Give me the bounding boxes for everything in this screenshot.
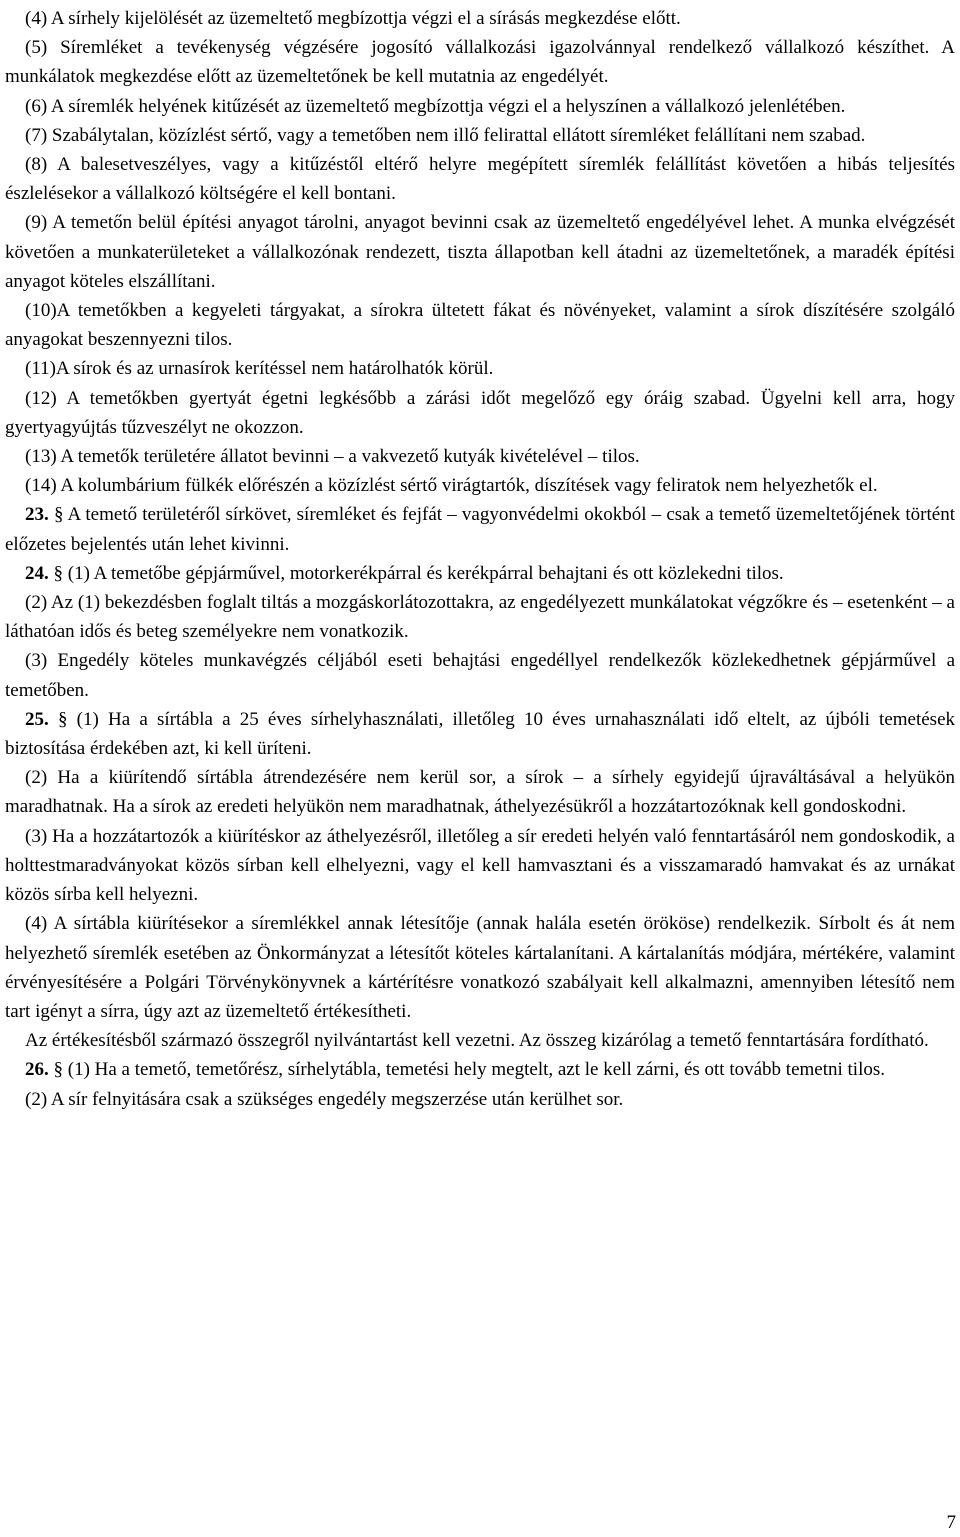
paragraph-text: (14) A kolumbárium fülkék előrészén a közízlést sértő virágtartók, díszítések vagy feliratok nem helyezhetők el. — [25, 475, 878, 497]
paragraph-text: (3) Engedély köteles munkavégzés céljából eseti behajtási engedéllyel rendelkezők közlekedhetnek gépjárművel a temetőben. — [5, 650, 955, 701]
paragraph-text: (3) Ha a hozzátartozók a kiürítéskor az áthelyezésről, illetőleg a sír eredeti helyén való fenntartásáról nem gondoskodik, a holttestmaradványokat közös sírban kell elhelyezni, vagy el kell hamvasztani és a visszamaradó hamvakat és az urnákat közös sírba kell helyezni. — [5, 825, 955, 906]
paragraph-text: (8) A balesetveszélyes, vagy a kitűzéstől eltérő helyre megépített síremlék felállítást követően a hibás teljesítés észlelésekor a vállalkozó költségére el kell bontani. — [5, 154, 955, 205]
paragraph-text: Az értékesítésből származó összegről nyilvántartást kell vezetni. Az összeg kizárólag a temető fenntartására fordítható. — [25, 1030, 929, 1052]
paragraph — [5, 646, 955, 704]
paragraph-text: (13) A temetők területére állatot bevinni – a vakvezető kutyák kivételével – tilos. — [25, 446, 640, 468]
paragraph — [5, 92, 955, 121]
paragraph — [5, 442, 955, 471]
paragraph-text: (2) Ha a kiürítendő sírtábla átrendezésére nem kerül sor, a sírok – a sírhely egyidejű újraváltásával a helyükön maradhatnak. Ha a sírok az eredeti helyükön nem maradhatnak, áthelyezésükről a hozzátartozóknak kell gondoskodni. — [5, 767, 955, 818]
paragraph-text: § A temető területéről sírkövet, síremléket és fejfát – vagyonvédelmi okokból – csak a temető üzemeltetőjének történt előzetes bejelentés után lehet kivinni. — [5, 504, 956, 555]
paragraph — [5, 559, 955, 588]
paragraph — [5, 296, 955, 354]
section-number: 24. — [25, 562, 54, 584]
paragraph — [5, 1085, 955, 1114]
paragraph-text: § (1) A temetőbe gépjárművel, motorkerékpárral és kerékpárral behajtani és ott közlekedni tilos. — [53, 562, 784, 584]
section-number: 23. — [25, 504, 54, 526]
paragraph — [5, 500, 955, 558]
paragraph-text: (2) A sír felnyitására csak a szükséges engedély megszerzése után kerülhet sor. — [25, 1088, 624, 1110]
paragraph — [5, 150, 955, 208]
paragraph — [5, 1026, 955, 1055]
paragraph-text: (9) A temetőn belül építési anyagot tárolni, anyagot bevinni csak az üzemeltető engedélyével lehet. A munka elvégzését követően a munkaterületeket a vállalkozónak rendezett, tiszta állapotban kell átadni az üzemeltetőnek, a maradék építési anyagot köteles elszállítani. — [5, 212, 955, 292]
paragraph — [5, 471, 955, 500]
paragraph — [5, 208, 955, 296]
paragraph-text: (5) Síremléket a tevékenység végzésére jogosító vállalkozási igazolvánnyal rendelkező vállalkozó készíthet. A munkálatok megkezdése előtt az üzemeltetőnek be kell mutatnia az engedélyét. — [5, 37, 955, 88]
paragraph-text: (7) Szabálytalan, közízlést sértő, vagy a temetőben nem illő felirattal ellátott síremléket felállítani nem szabad. — [25, 124, 866, 146]
paragraph — [5, 763, 955, 821]
section-number: 25. — [25, 708, 58, 730]
paragraph — [5, 33, 955, 91]
paragraph-text: (4) A sírtábla kiürítésekor a síremlékkel annak létesítője (annak halála esetén örököse) rendelkezik. Sírbolt és át nem helyezhető síremlék esetében az Önkormányzat a létesítőt köteles kártalanítani. A kártalanítás módjára, mértékére, valamint érvényesítésére a Polgári Törvénykönyvnek a kártérítésre vonatkozó szabályait kell alkalmazni, amennyiben létesítő nem tart igényt a sírra, úgy azt az üzemeltető értékesítheti. — [5, 913, 955, 1022]
paragraph-text: § (1) Ha a sírtábla a 25 éves sírhelyhasználati, illetőleg 10 éves urnahasználati idő eltelt, az újbóli temetések biztosítása érdekében azt, ki kell üríteni. — [5, 708, 956, 760]
paragraph — [5, 588, 955, 646]
paragraph — [5, 354, 955, 383]
paragraph — [5, 384, 955, 442]
paragraph-text: (6) A síremlék helyének kitűzését az üzemeltető megbízottja végzi el a helyszínen a vállalkozó jelenlétében. — [25, 95, 846, 117]
page-number: 7 — [946, 1512, 956, 1533]
section-number: 26. — [25, 1059, 54, 1081]
paragraph-text: (12) A temetőkben gyertyát égetni legkésőbb a zárási időt megelőző egy óráig szabad. Ügyelni kell arra, hogy gyertyagyújtás tűzveszélyt ne okozzon. — [5, 387, 955, 438]
document-body — [5, 4, 955, 1114]
paragraph — [5, 4, 955, 33]
paragraph — [5, 121, 955, 150]
paragraph-text: (11)A sírok és az urnasírok kerítéssel nem határolhatók körül. — [25, 358, 494, 380]
paragraph-text: (4) A sírhely kijelölését az üzemeltető megbízottja végzi el a sírásás megkezdése előtt. — [25, 8, 681, 29]
paragraph-text: § (1) Ha a temető, temetőrész, sírhelytábla, temetési hely megtelt, azt le kell zárni, és ott tovább temetni tilos. — [53, 1059, 886, 1081]
paragraph — [5, 705, 955, 763]
paragraph-text: (2) Az (1) bekezdésben foglalt tiltás a mozgáskorlátozottakra, az engedélyezett munkálatokat végzőkre és – esetenként – a láthatóan idős és beteg személyekre nem vonatkozik. — [5, 592, 955, 643]
paragraph — [5, 822, 955, 910]
paragraph-text: (10)A temetőkben a kegyeleti tárgyakat, a sírokra ültetett fákat és növényeket, valamint a sírok díszítésére szolgáló anyagokat beszennyezni tilos. — [5, 300, 955, 351]
paragraph — [5, 909, 955, 1026]
paragraph — [5, 1055, 955, 1084]
